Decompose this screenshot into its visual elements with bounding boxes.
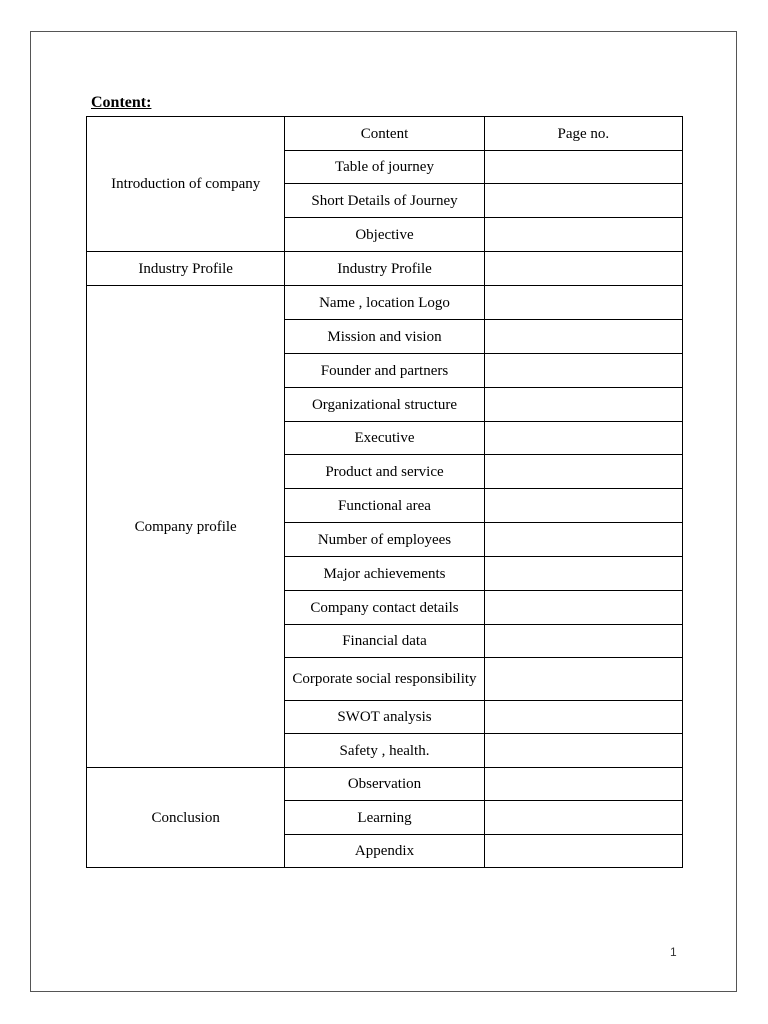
content-heading: Content:: [91, 94, 152, 111]
content-item: Corporate social responsibility: [285, 658, 484, 701]
content-item: Appendix: [285, 835, 484, 868]
page-no-cell: [484, 320, 682, 354]
contents-table: [86, 116, 683, 868]
section-title: Introduction of company: [87, 117, 285, 252]
page-no-column-header: Page no.: [484, 117, 682, 151]
content-item: Industry Profile: [285, 252, 484, 286]
content-item: Objective: [285, 218, 484, 252]
page-no-cell: [484, 625, 682, 658]
content-item: Company contact details: [285, 591, 484, 625]
content-item: Organizational structure: [285, 388, 484, 422]
page-no-cell: [484, 354, 682, 388]
content-item: Functional area: [285, 489, 484, 523]
page-no-cell: [484, 286, 682, 320]
page-no-cell: [484, 734, 682, 768]
content-item: Table of journey: [285, 151, 484, 184]
page-number: 1: [670, 945, 677, 959]
page-no-cell: [484, 801, 682, 835]
content-item: Founder and partners: [285, 354, 484, 388]
page-no-cell: [484, 658, 682, 701]
page-no-cell: [484, 184, 682, 218]
page-no-cell: [484, 151, 682, 184]
section-title: Company profile: [87, 286, 285, 768]
content-item: Name , location Logo: [285, 286, 484, 320]
content-item: Executive: [285, 422, 484, 455]
page-no-cell: [484, 557, 682, 591]
page-no-cell: [484, 523, 682, 557]
content-item: Mission and vision: [285, 320, 484, 354]
content-item: Observation: [285, 768, 484, 801]
content-item: Learning: [285, 801, 484, 835]
content-item: Major achievements: [285, 557, 484, 591]
content-item: Product and service: [285, 455, 484, 489]
content-item: SWOT analysis: [285, 701, 484, 734]
page-no-cell: [484, 768, 682, 801]
page-no-cell: [484, 455, 682, 489]
page-no-cell: [484, 701, 682, 734]
page-no-cell: [484, 388, 682, 422]
page-no-cell: [484, 252, 682, 286]
page-no-cell: [484, 422, 682, 455]
content-item: Short Details of Journey: [285, 184, 484, 218]
page-no-cell: [484, 489, 682, 523]
section-title: Conclusion: [87, 768, 285, 868]
page-no-cell: [484, 218, 682, 252]
content-item: Financial data: [285, 625, 484, 658]
section-title: Industry Profile: [87, 252, 285, 286]
content-column-header: Content: [285, 117, 484, 151]
content-item: Number of employees: [285, 523, 484, 557]
content-item: Safety , health.: [285, 734, 484, 768]
page-no-cell: [484, 835, 682, 868]
page-no-cell: [484, 591, 682, 625]
